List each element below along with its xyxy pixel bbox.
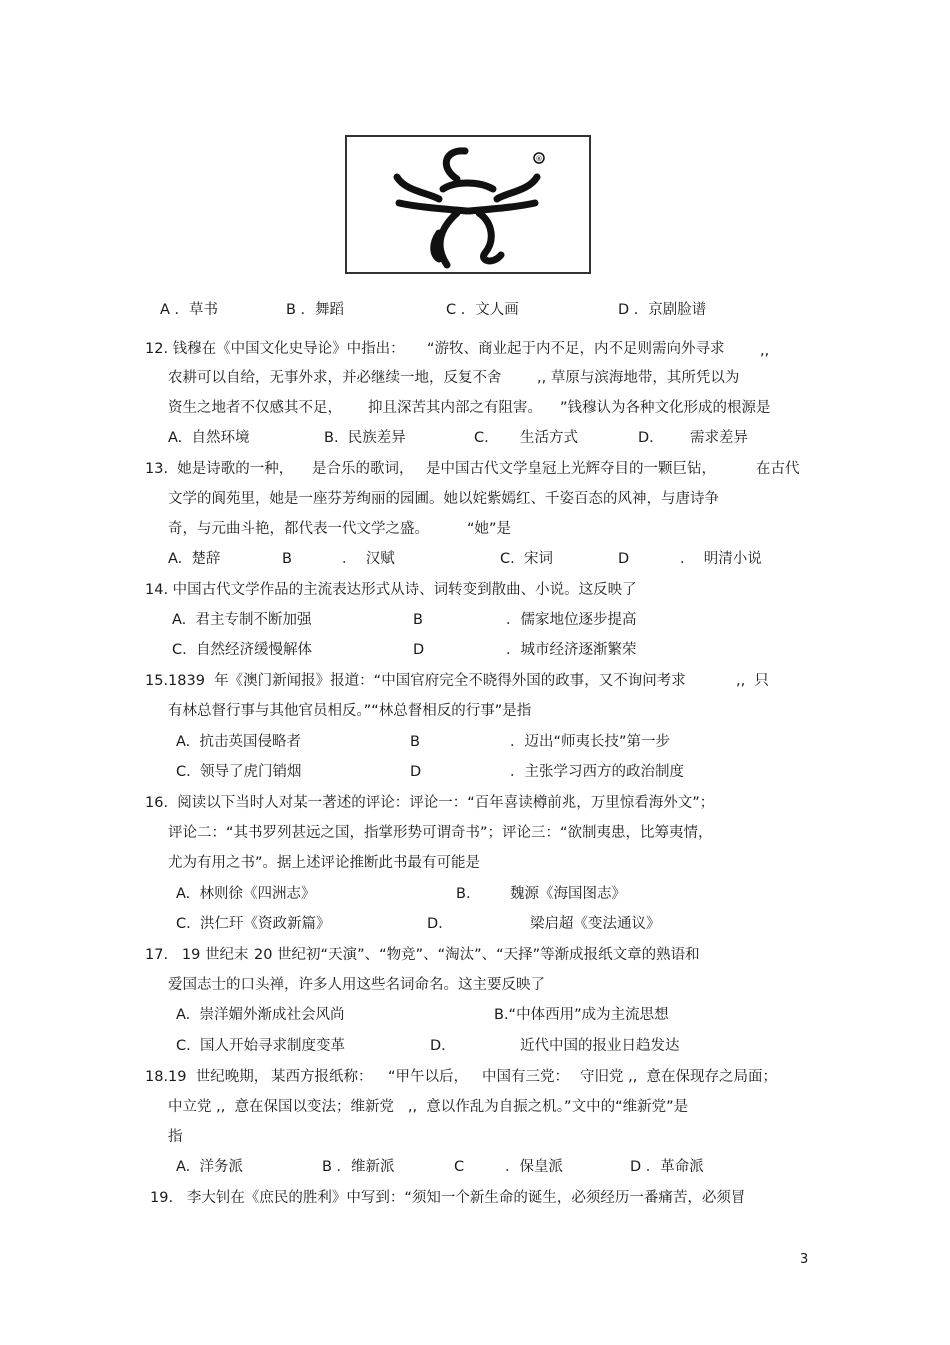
q13-line1b: 是合乐的歌词， [312,461,414,477]
q12-line2b: ,, 草原与滨海地带，其所凭以为 [537,370,740,386]
q17-option-c: C. 国人开始寻求制度变革 [176,1038,345,1054]
q15-option-b-label: B [410,734,420,750]
q13-option-c: C. 宋词 [500,551,553,567]
q17-option-b: B.“中体西用”成为主流思想 [494,1007,669,1023]
q15-option-c: C. 领导了虎门销烟 [176,764,302,780]
q16-option-d-text: 梁启超《变法通议》 [530,916,661,932]
q16-line1: 16. 阅读以下当时人对某一著述的评论：评论一：“百年喜读樽前兆，万里惊看海外文”； [145,795,715,811]
q15-option-d-text: ．主张学习西方的政治制度 [510,764,684,780]
q13-line3b: “她”是 [467,521,512,537]
q11-option-c: C ．文人画 [446,302,519,318]
q13-option-d-text: ． 明清小说 [680,551,762,567]
q12-line3c: ”钱穆认为各种文化形成的根源是 [560,400,771,416]
q18-line2: 中立党 ,, 意在保国以变法；维新党 ,, 意以作乱为自振之机。”文中的“维新党”是 [168,1099,689,1115]
q19-line1: 19. 李大钊在《庶民的胜利》中写到：“须知一个新生命的诞生，必须经历一番痛苦，必须冒 [150,1190,746,1206]
q11-option-b: B ．舞蹈 [286,302,345,318]
q15-option-a: A. 抗击英国侵略者 [176,734,301,750]
q14-line1: 14. 中国古代文学作品的主流表达形式从诗、词转变到散曲、小说。这反映了 [145,582,637,598]
q12-line3a: 资生之地者不仅感其不足， [168,400,342,416]
q17-line1b: 20 世纪初“天演”、“物竞”、“淘汰”、“天择”等渐成报纸文章的熟语和 [254,947,700,963]
q13-line1c: 是中国古代文学皇冠上光辉夺目的一颗巨钻， [426,461,716,477]
q12-line1a: 12. 钱穆在《中国文化史导论》中指出： [145,341,405,357]
q16-option-a: A. 林则徐《四洲志》 [176,886,316,902]
q13-line3a: 奇，与元曲斗艳，都代表一代文学之盛。 [168,521,429,537]
q16-line2: 评论二：“其书罗列甚远之国，指掌形势可谓奇书”；评论三：“欲制夷患，比筹夷情， [168,825,713,841]
q12-option-c-label: C. [474,430,489,446]
q15-line2: 有林总督行事与其他官员相反。”“林总督相反的行事”是指 [168,703,532,719]
q17-option-a: A. 崇洋媚外渐成社会风尚 [176,1007,345,1023]
q18-option-c-label: C [454,1159,465,1175]
q13-option-a: A. 楚辞 [168,551,221,567]
q12-option-b: B. 民族差异 [324,430,406,446]
q16-option-b-label: B. [456,886,471,902]
q12-line2a: 农耕可以自给，无事外求，并必继续一地，反复不舍 [168,370,502,386]
q12-option-d-text: 需求差异 [690,430,748,446]
q14-option-d-text: ．城市经济逐渐繁荣 [506,642,637,658]
q18-option-c-text: ．保皇派 [505,1159,563,1175]
q16-line3: 尤为有用之书”。据上述评论推断此书最有可能是 [168,855,481,871]
q18-option-a: A. 洋务派 [176,1159,243,1175]
q17-option-d-label: D. [430,1038,446,1054]
stylized-character-graphic [347,137,589,272]
q12-option-d-label: D. [638,430,654,446]
q17-line2: 爱国志士的口头禅，许多人用这些名词命名。这主要反映了 [168,977,545,993]
q15-option-d-label: D [410,764,422,780]
q17-option-d-text: 近代中国的报业日趋发达 [520,1038,680,1054]
q18-line1d: 中国有三党： [482,1069,569,1085]
q14-option-a: A. 君主专制不断加强 [172,612,312,628]
q14-option-c: C. 自然经济缓慢解体 [172,642,312,658]
q12-option-c-text: 生活方式 [520,430,578,446]
q16-option-c: C. 洪仁玕《资政新篇》 [176,916,331,932]
q14-option-b-text: ．儒家地位逐步提高 [506,612,637,628]
q17-line1a: 17. 19 世纪末 [145,947,249,963]
q12-line1b: “游牧、商业起于内不足，内不足则需向外寻求 [427,341,725,357]
q15-line1a: 15.1839 年《澳门新闻报》报道：“中国官府完全不晓得外国的政事，又不询问考求 [145,673,686,689]
q13-line1d: 在古代 [756,461,800,477]
q16-option-b-text: 魏源《海国图志》 [510,886,626,902]
q18-option-d: D ．革命派 [630,1159,704,1175]
q16-option-d-label: D. [427,916,443,932]
q15-option-b-text: ．迈出“师夷长技”第一步 [510,734,671,750]
q15-line1b: ,, 只 [736,673,769,689]
svg-text:®: ® [535,155,543,163]
q18-line1a: 18.19 世纪晚期， [145,1069,269,1085]
q14-option-b-label: B [413,612,423,628]
q18-line3: 指 [168,1129,183,1145]
q11-option-a: A ．草书 [160,302,219,318]
q18-option-b: B ．维新派 [322,1159,395,1175]
q18-line1c: “甲午以后， [388,1069,469,1085]
q13-option-b-text: ． 汉赋 [342,551,395,567]
page-number: 3 [800,1252,809,1267]
q13-line2: 文学的阆苑里，她是一座芬芳绚丽的园圃。她以姹紫嫣红、千姿百态的风神，与唐诗争 [168,491,719,507]
q14-option-d-label: D [413,642,425,658]
q12-line3b: 抑且深苦其内部之有阻害。 [368,400,542,416]
q18-line1e: 守旧党 ,, 意在保现存之局面； [580,1069,778,1085]
q12-line1c: ,, [760,343,770,359]
q12-option-a: A. 自然环境 [168,430,250,446]
stylized-character-figure [345,135,591,274]
q18-line1b: 某西方报纸称： [271,1069,373,1085]
q13-option-d-label: D [618,551,630,567]
q11-option-d: D ．京剧脸谱 [618,302,707,318]
q13-line1a: 13. 她是诗歌的一种， [145,461,294,477]
q13-option-b-label: B [282,551,292,567]
